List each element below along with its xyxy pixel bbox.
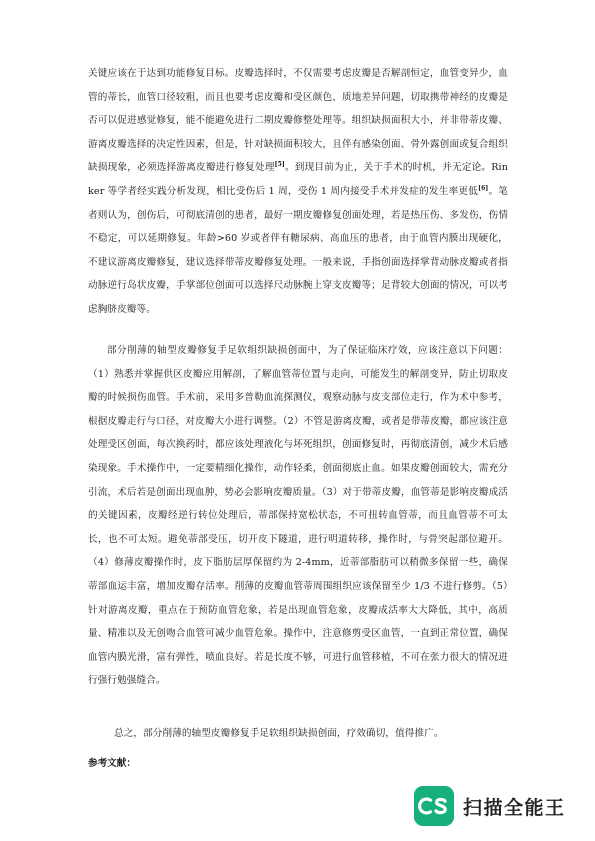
paragraph-1-text-c: 。笔者则认为，创伤后，可彻底清创的患者，最好一期皮瓣修复创面处理，若是热压伤、多发伤，伤情不稳定，可以延期修复。年龄>60 岁或者伴有糖尿病、高血压的患者，由于血管内膜出现硬化，不建议游离皮瓣修复，建议选择带蒂皮瓣修复处理。一般来说，手指创面选择掌背动脉皮瓣或者指动脉逆行岛状皮瓣，手掌部位创面可以选择尺动脉腕上穿支皮瓣等；足背较大创面的情况，可以考虑胸脐皮瓣等。 (88, 185, 509, 315)
citation-ref-6: [6] (478, 184, 489, 192)
scanner-watermark (414, 782, 574, 830)
citation-ref-5: [5] (274, 161, 285, 169)
conclusion-paragraph: 总之，部分削薄的轴型皮瓣修复手足软组织缺损创面，疗效确切，值得推广。 (114, 728, 444, 739)
references-heading: 参考文献： (88, 758, 136, 769)
body-paragraph-2: 部分削薄的轴型皮瓣修复手足软组织缺损创面中，为了保证临床疗效，应该注意以下问题：（1）熟悉并掌握供区皮瓣应用解剖，了解血管蒂位置与走向，可能发生的解剖变异，防止切取皮瓣的时候损伤血管。手术前，采用多普勒血流探测仪，观察动脉与皮支部位走行，作为术中参考，根据皮瓣走行与口径，对皮瓣大小进行调整。（2）不管是游离皮瓣，或者是带蒂皮瓣，都应该注意处理受区创面，每次换药时，都应该处理液化与坏死组织，创面修复时，再彻底清创，减少术后感染现象。手术操作中，一定要精细化操作，动作轻柔，创面彻底止血。如果皮瓣创面较大，需充分引流，术后若是创面出现血肿，势必会影响皮瓣质量。（3）对于带蒂皮瓣，血管蒂是影响皮瓣成活的关键因素，皮瓣经逆行转位处理后，蒂部保持宽松状态，不可扭转血管蒂，而且血管蒂不可太长，也不可太短。避免蒂部受压，切开皮下隧道，进行明道转移，操作时，与骨突起部位避开。（4）修薄皮瓣操作时，皮下脂肪层厚保留约为 2-4mm，近蒂部脂肪可以稍微多保留一些，确保蒂部血运丰富，增加皮瓣存活率。削薄的皮瓣血管蒂周围组织应该保留至少 1/3 不进行修剪。（5）针对游离皮瓣，重点在于预防血管危象，若是出现血管危象，皮瓣成活率大大降低，其中，高质量、精准以及无创吻合血管可减少血管危象。操作中，注意修剪受区血管，一直到正常位置，确保血管内膜光滑，富有弹性，喷血良好。若是长度不够，可进行血管移植，不可在张力很大的情况进行强行勉强缝合。 (88, 345, 508, 687)
cs-logo-glyph (418, 795, 450, 817)
camscanner-logo-icon (414, 786, 454, 826)
paragraph-1-text-a: 关键应该在于达到功能修复目标。皮瓣选择时，不仅需要考虑皮瓣是否解剖恒定，血管变异少，血管的蒂长，血管口径较粗，而且也要考虑皮瓣和受区颜色、质地差异问题，切取携带神经的皮瓣是否可以促进感觉修复，能不能避免进行二期皮瓣修整处理等。组织缺损面积大小，并非带蒂皮瓣、游离皮瓣选择的决定性因素，但是，针对缺损面积较大，且伴有感染创面、骨外露创面或复合组织缺损现象，必须选择游离皮瓣进行修复处理 (88, 68, 508, 174)
watermark-app-name: 扫描全能王 (463, 796, 566, 819)
body-paragraph-1 (88, 62, 508, 322)
paragraph-1-text-b: 。到现目前为止，关于手术的时机，并无定论。Rinker 等学者经实践分析发现，相比受伤后 1 周，受伤 1 周内接受手术并发症的发生率更低 (88, 162, 509, 197)
